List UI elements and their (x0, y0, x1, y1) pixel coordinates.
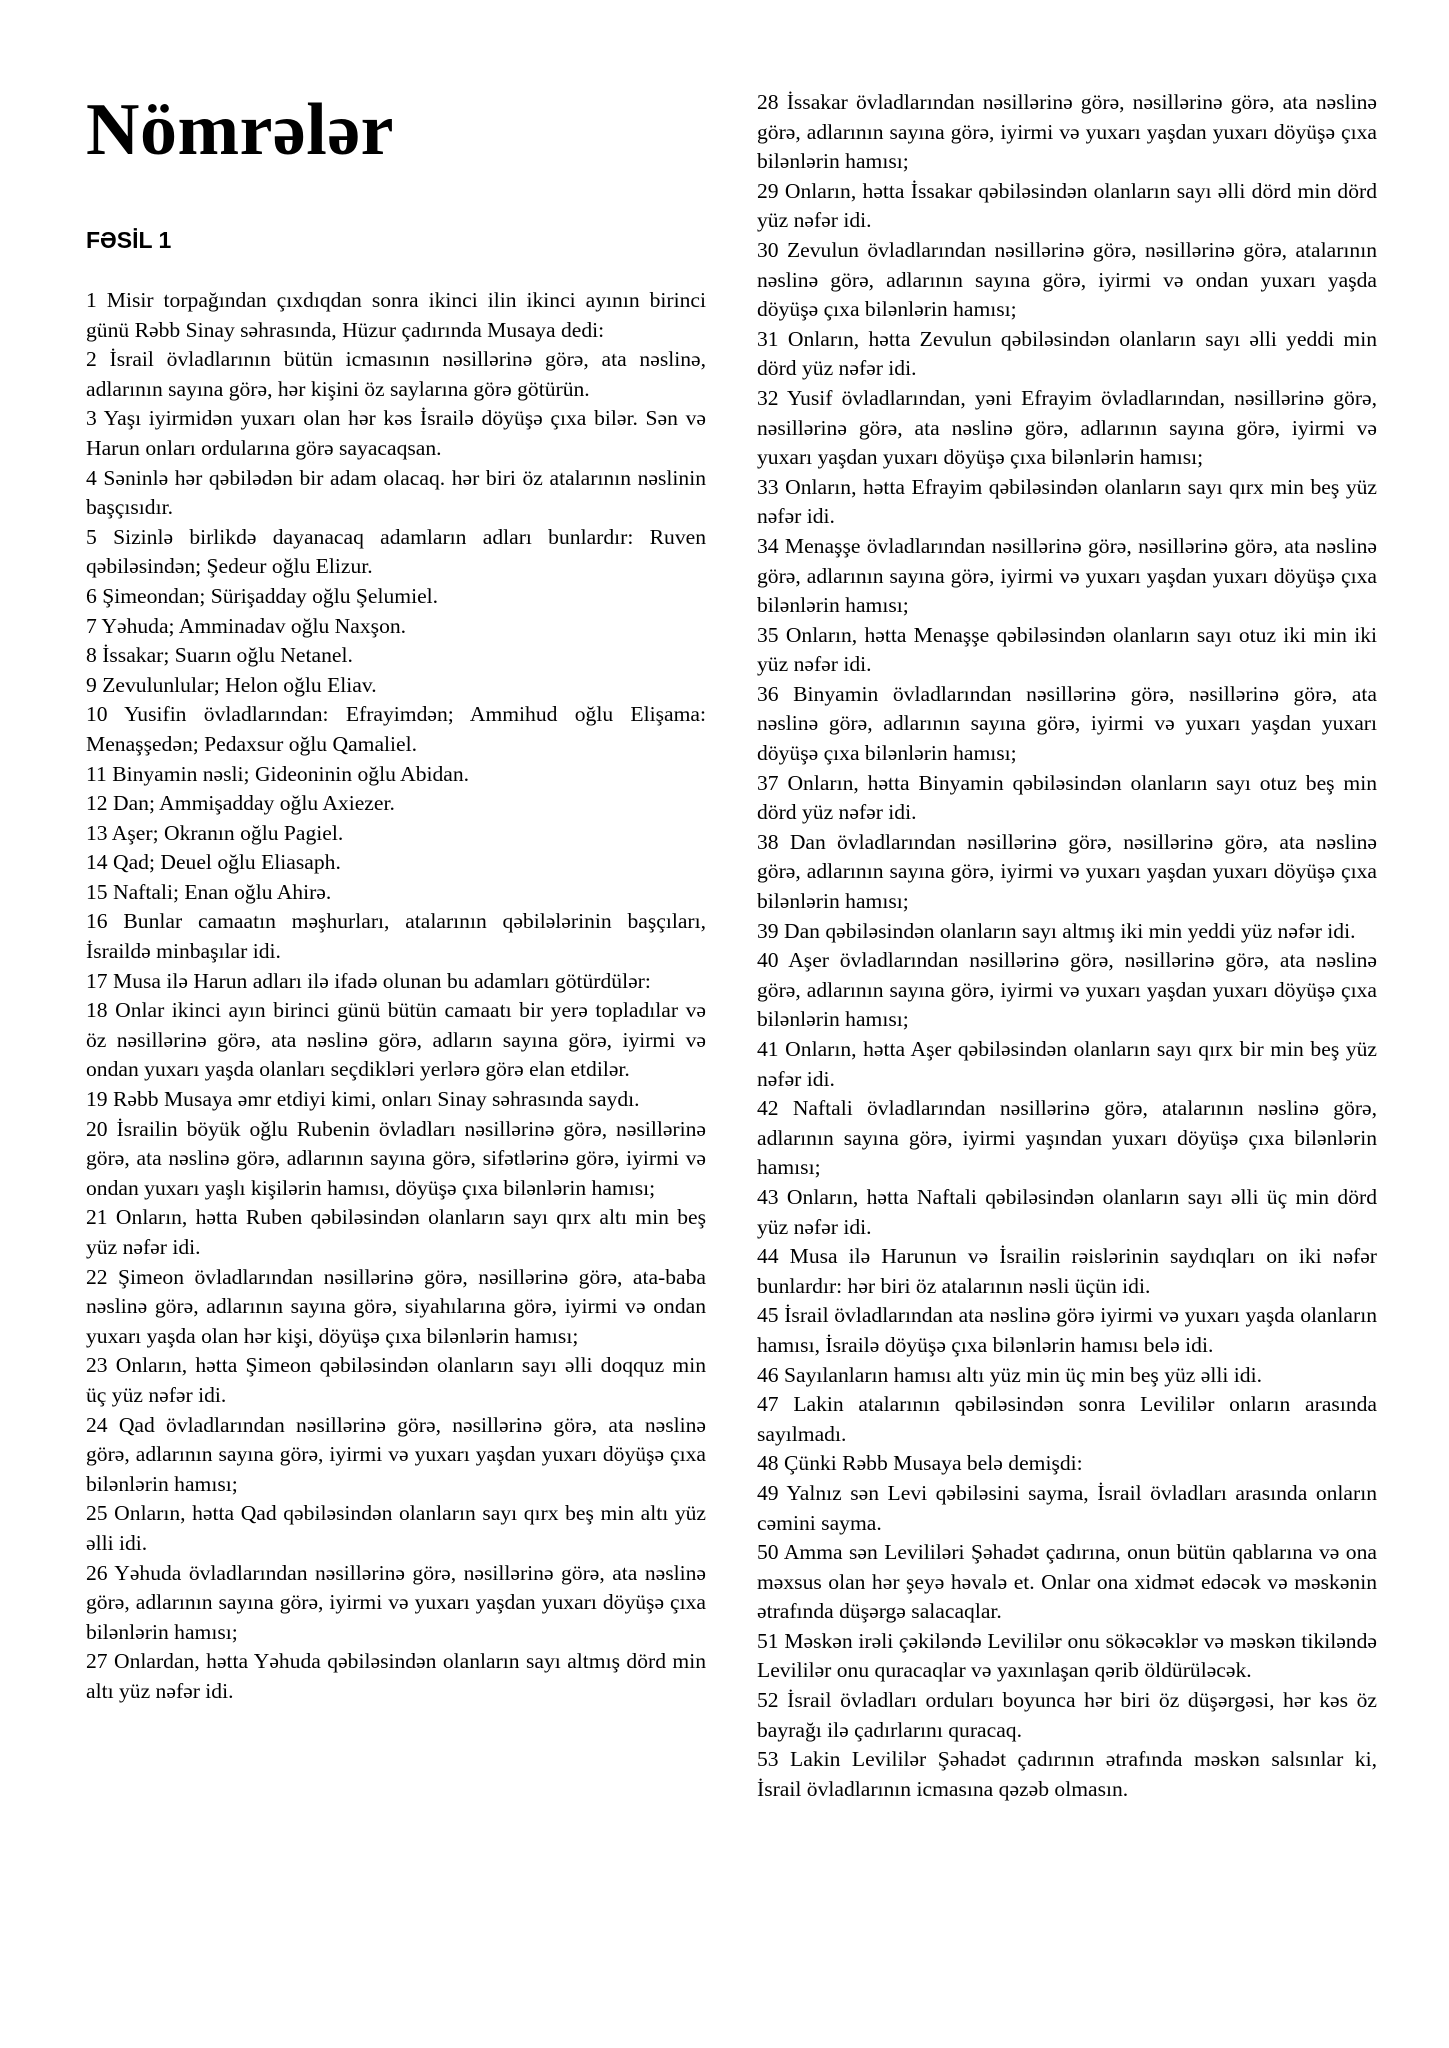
verse-paragraph: 17 Musa ilə Harun adları ilə ifadə olunan bu adamları götürdülər: (86, 968, 651, 993)
verse-paragraph: 34 Menaşşe övladlarından nəsillərinə görə, nəsillərinə görə, ata nəslinə görə, adlarının sayına görə, iyirmi və yuxarı yaşdan yuxarı döyüşə çıxa bilənlərin hamısı; (757, 533, 1377, 618)
verse-paragraph: 37 Onların, hətta Binyamin qəbiləsindən olanların sayı otuz beş min dörd yüz nəfər idi. (757, 770, 1377, 825)
verse-paragraph: 44 Musa ilə Harunun və İsrailin rəislərinin saydıqları on iki nəfər bunlardır: hər biri öz atalarının nəsli üçün idi. (757, 1244, 1377, 1298)
verse-paragraph: 39 Dan qəbiləsindən olanların sayı altmış iki min yeddi yüz nəfər idi. (757, 918, 1356, 943)
verse-paragraph: 16 Bunlar camaatın məşhurları, atalarının qəbilələrinin başçıları, İsraildə minbaşılar idi. (86, 909, 706, 964)
verse-paragraph: 46 Sayılanların hamısı altı yüz min üç min beş yüz əlli idi. (757, 1362, 1262, 1387)
verse-paragraph: 42 Naftali övladlarından nəsillərinə görə, atalarının nəslinə görə, adlarının sayına görə, iyirmi yaşından yuxarı döyüşə çıxa bilənlərin hamısı; (757, 1096, 1377, 1180)
verse-paragraph: 49 Yalnız sən Levi qəbiləsini sayma, İsrail övladları arasında onların cəmini sayma. (757, 1480, 1377, 1535)
verse-paragraph: 36 Binyamin övladlarından nəsillərinə görə, nəsillərinə görə, ata nəslinə görə, adlarının sayına görə, iyirmi və yuxarı yaşdan yuxarı döyüşə çıxa bilənlərin hamısı; (757, 681, 1377, 766)
verse-paragraph: 41 Onların, hətta Aşer qəbiləsindən olanların sayı qırx bir min beş yüz nəfər idi. (757, 1037, 1377, 1091)
verse-paragraph: 35 Onların, hətta Menaşşe qəbiləsindən olanların sayı otuz iki min iki yüz nəfər idi. (757, 622, 1377, 677)
verse-paragraph: 53 Lakin Levililər Şəhadət çadırının ətrafında məskən salsınlar ki, İsrail övladlarının icmasına qəzəb olmasın. (757, 1747, 1377, 1801)
verse-paragraph: 26 Yəhuda övladlarından nəsillərinə görə, nəsillərinə görə, ata nəslinə görə, adlarının sayına görə, iyirmi və yuxarı yaşdan yuxarı döyüşə çıxa bilənlərin hamısı; (86, 1560, 706, 1644)
right-column (757, 88, 1377, 1804)
verse-paragraph: 45 İsrail övladlarından ata nəslinə görə iyirmi və yuxarı yaşda olanların hamısı, İsrailə döyüşə çıxa bilənlərin hamısı belə idi. (757, 1303, 1377, 1357)
verse-paragraph: 30 Zevulun övladlarından nəsillərinə görə, nəsillərinə görə, atalarının nəslinə görə, adlarının sayına görə, iyirmi və ondan yuxarı yaşda döyüşə çıxa bilənlərin hamısı; (757, 237, 1377, 322)
verse-paragraph: 47 Lakin atalarının qəbiləsindən sonra Levililər onların arasında sayılmadı. (757, 1392, 1377, 1446)
book-title: Nömrələr (86, 89, 395, 171)
verse-paragraph: 10 Yusifin övladlarından: Efrayimdən; Ammihud oğlu Elişama: Menaşşedən; Pedaxsur oğlu Qamaliel. (86, 702, 706, 756)
verse-paragraph: 13 Aşer; Okranın oğlu Pagiel. (86, 820, 344, 845)
verse-paragraph: 33 Onların, hətta Efrayim qəbiləsindən olanların sayı qırx min beş yüz nəfər idi. (757, 474, 1377, 529)
verse-paragraph: 27 Onlardan, hətta Yəhuda qəbiləsindən olanların sayı altmış dörd min altı yüz nəfər idi. (86, 1649, 706, 1703)
verse-paragraph: 23 Onların, hətta Şimeon qəbiləsindən olanların sayı əlli doqquz min üç yüz nəfər idi. (86, 1353, 706, 1407)
verse-paragraph: 51 Məskən irəli çəkiləndə Levililər onu sökəcəklər və məskən tikiləndə Levililər onu quracaqlar və yaxınlaşan qərib öldürüləcək. (757, 1628, 1377, 1683)
verse-paragraph: 31 Onların, hətta Zevulun qəbiləsindən olanların sayı əlli yeddi min dörd yüz nəfər idi. (757, 326, 1377, 381)
verse-paragraph: 18 Onlar ikinci ayın birinci günü bütün camaatı bir yerə topladılar və öz nəsillərinə görə, ata nəslinə görə, adların sayına görə, iyirmi və ondan yuxarı yaşda olanları seçdikləri yerlərə görə elan etdilər. (86, 998, 706, 1082)
verse-paragraph: 8 İssakar; Suarın oğlu Netanel. (86, 643, 353, 668)
verse-paragraph: 21 Onların, hətta Ruben qəbiləsindən olanların sayı qırx altı min beş yüz nəfər idi. (86, 1205, 706, 1259)
verse-paragraph: 14 Qad; Deuel oğlu Eliasaph. (86, 850, 341, 875)
verse-paragraph: 40 Aşer övladlarından nəsillərinə görə, nəsillərinə görə, ata nəslinə görə, adlarının sayına görə, iyirmi və yuxarı yaşdan yuxarı döyüşə çıxa bilənlərin hamısı; (757, 948, 1377, 1032)
verse-paragraph: 4 Səninlə hər qəbilədən bir adam olacaq. hər biri öz atalarının nəslinin başçısıdır. (86, 465, 706, 520)
verse-paragraph: 25 Onların, hətta Qad qəbiləsindən olanların sayı qırx beş min altı yüz əlli idi. (86, 1501, 706, 1555)
verse-paragraph: 32 Yusif övladlarından, yəni Efrayim övladlarından, nəsillərinə görə, nəsillərinə görə, ata nəslinə görə, adlarının sayına görə, iyirmi və yuxarı yaşdan yuxarı döyüşə çıxa bilənlərin hamısı; (757, 385, 1377, 470)
verse-paragraph: 7 Yəhuda; Amminadav oğlu Naxşon. (86, 613, 407, 638)
verse-paragraph: 24 Qad övladlarından nəsillərinə görə, nəsillərinə görə, ata nəslinə görə, adlarının sayına görə, iyirmi və yuxarı yaşdan yuxarı döyüşə çıxa bilənlərin hamısı; (86, 1412, 706, 1496)
verse-paragraph: 5 Sizinlə birlikdə dayanacaq adamların adları bunlardır: Ruven qəbiləsindən; Şedeur oğlu Elizur. (86, 524, 706, 579)
verse-paragraph: 9 Zevulunlular; Helon oğlu Eliav. (86, 672, 377, 697)
verse-paragraph: 28 İssakar övladlarından nəsillərinə görə, nəsillərinə görə, ata nəslinə görə, adlarının sayına görə, iyirmi və yuxarı yaşdan yuxarı döyüşə çıxa bilənlərin hamısı; (757, 90, 1377, 174)
verse-paragraph: 50 Amma sən Levililəri Şəhadət çadırına, onun bütün qablarına və ona məxsus olan hər şeyə həvalə et. Onlar ona xidmət edəcək və məskənin ətrafında düşərgə salacaqlar. (757, 1540, 1377, 1624)
verse-paragraph: 19 Rəbb Musaya əmr etdiyi kimi, onları Sinay səhrasında saydı. (86, 1087, 640, 1112)
verse-paragraph: 2 İsrail övladlarının bütün icmasının nəsillərinə görə, ata nəslinə, adlarının sayına görə, hər kişini öz saylarına görə götürün. (86, 347, 706, 401)
verse-paragraph: 52 İsrail övladları orduları boyunca hər biri öz düşərgəsi, hər kəs öz bayrağı ilə çadırlarını quracaq. (757, 1688, 1377, 1742)
verse-paragraph: 43 Onların, hətta Naftali qəbiləsindən olanların sayı əlli üç min dörd yüz nəfər idi. (757, 1184, 1377, 1239)
verse-paragraph: 48 Çünki Rəbb Musaya belə demişdi: (757, 1451, 1083, 1476)
verse-paragraph: 22 Şimeon övladlarından nəsillərinə görə, nəsillərinə görə, ata-baba nəslinə görə, adlarının sayına görə, siyahılarına görə, iyirmi və ondan yuxarı yaşda olan hər kişi, döyüşə çıxa bilənlərin hamısı; (86, 1264, 706, 1348)
verse-paragraph: 6 Şimeondan; Sürişadday oğlu Şelumiel. (86, 583, 439, 608)
left-column (86, 286, 706, 1707)
verse-paragraph: 38 Dan övladlarından nəsillərinə görə, nəsillərinə görə, ata nəslinə görə, adlarının sayına görə, iyirmi və yuxarı yaşdan yuxarı döyüşə çıxa bilənlərin hamısı; (757, 829, 1377, 914)
verse-paragraph: 15 Naftali; Enan oğlu Ahirə. (86, 879, 332, 904)
verse-paragraph: 3 Yaşı iyirmidən yuxarı olan hər kəs İsrailə döyüşə çıxa bilər. Sən və Harun onları ordularına görə sayacaqsan. (86, 406, 706, 460)
verse-paragraph: 1 Misir torpağından çıxdıqdan sonra ikinci ilin ikinci ayının birinci günü Rəbb Sinay səhrasında, Hüzur çadırında Musaya dedi: (86, 288, 706, 342)
chapter-heading: FƏSİL 1 (86, 227, 172, 253)
verse-paragraph: 12 Dan; Ammişadday oğlu Axiezer. (86, 791, 395, 816)
verse-paragraph: 11 Binyamin nəsli; Gideoninin oğlu Abidan. (86, 761, 470, 786)
verse-paragraph: 29 Onların, hətta İssakar qəbiləsindən olanların sayı əlli dörd min dörd yüz nəfər idi. (757, 178, 1377, 233)
verse-paragraph: 20 İsrailin böyük oğlu Rubenin övladları nəsillərinə görə, nəsillərinə görə, ata nəslinə görə, adlarının sayına görə, sifətlərinə görə, iyirmi və ondan yuxarı yaşlı kişilərin hamısı, döyüşə çıxa bilənlərin hamısı; (86, 1116, 706, 1200)
